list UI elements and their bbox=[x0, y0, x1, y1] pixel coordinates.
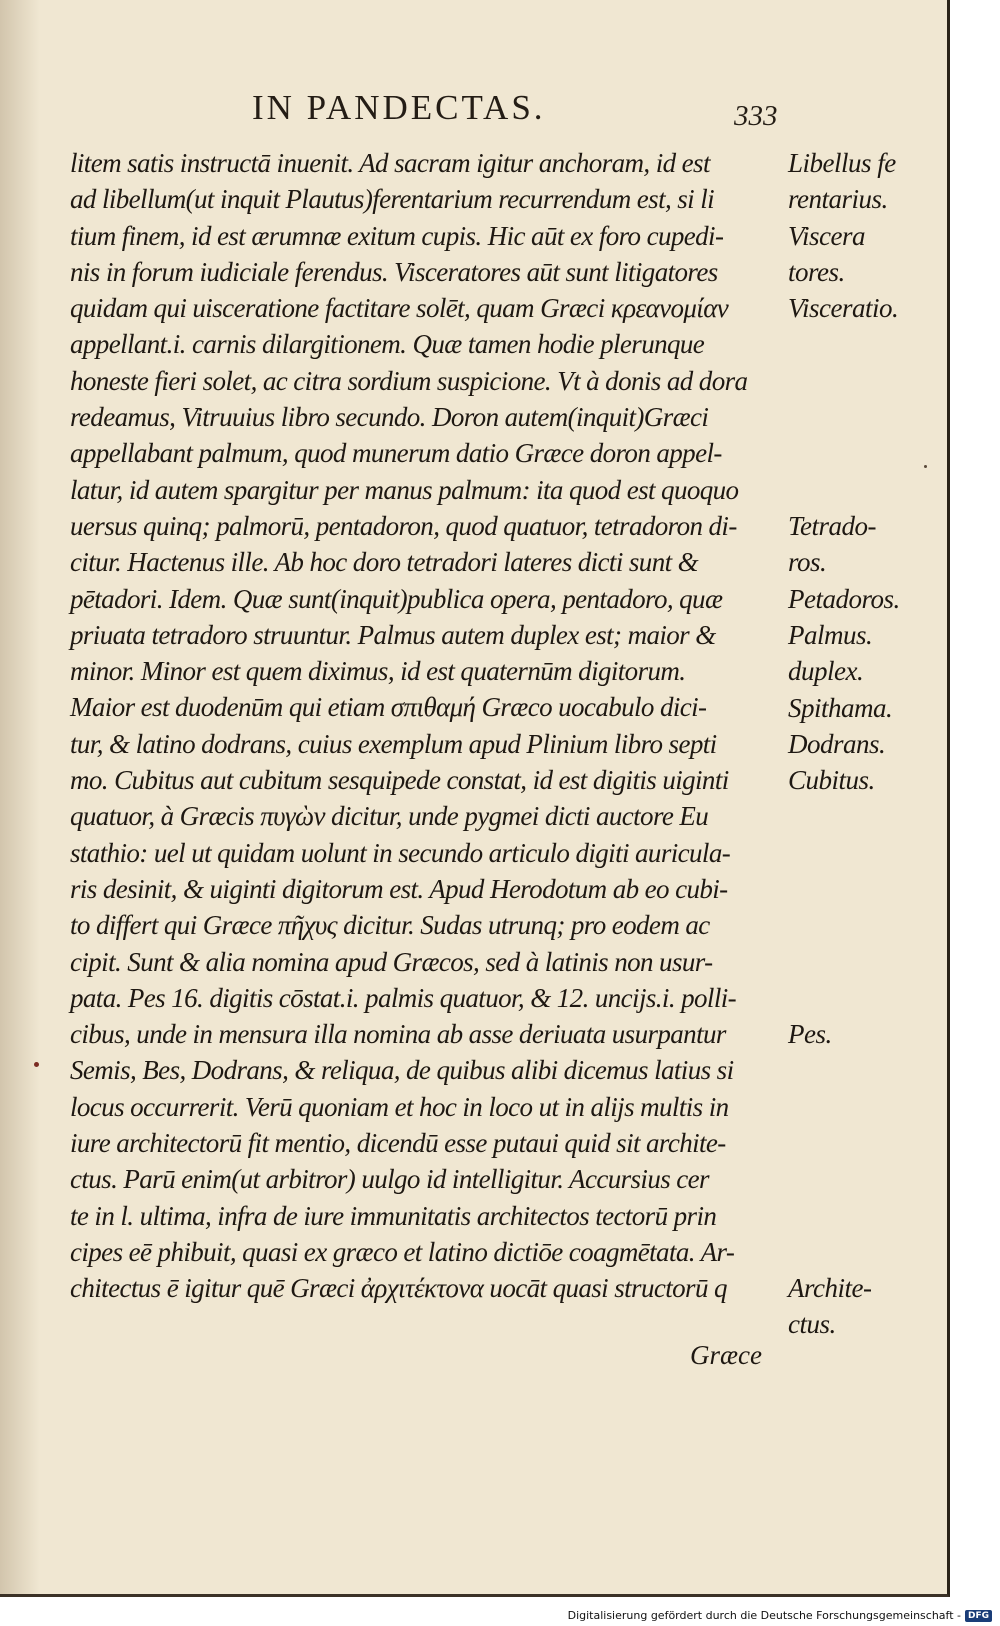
text-line: redeamus, Vitruuius libro secundo. Doron autem(inquit)Græci bbox=[70, 402, 709, 433]
marginal-note: Petadoros. bbox=[788, 584, 900, 614]
text-line: latur, id autem spargitur per manus palmum: ita quod est quoquo bbox=[70, 474, 739, 505]
text-line: priuata tetradoro struuntur. Palmus autem duplex est; maior & bbox=[70, 619, 716, 650]
text-line: honeste fieri solet, ac citra sordium suspicione. Vt à donis ad dora bbox=[70, 365, 748, 396]
text-line: nis in forum iudiciale ferendus. Visceratores aūt sunt litigatores bbox=[70, 256, 718, 287]
marginal-note: duplex. bbox=[788, 656, 864, 686]
text-line: Semis, Bes, Dodrans, & reliqua, de quibus alibi dicemus latius si bbox=[70, 1055, 734, 1086]
text-line: pētadori. Idem. Quæ sunt(inquit)publica opera, pentadoro, quæ bbox=[70, 583, 723, 614]
catchword: Græce bbox=[690, 1340, 762, 1370]
text-line: citur. Hactenus ille. Ab hoc doro tetradori lateres dicti sunt & bbox=[70, 547, 699, 578]
text-line: mo. Cubitus aut cubitum sesquipede constat, id est digitis uiginti bbox=[70, 765, 729, 796]
marginal-note: Archite- bbox=[788, 1273, 872, 1303]
dfg-logo-icon: DFG bbox=[965, 1610, 992, 1622]
marginal-note: ctus. bbox=[788, 1309, 836, 1339]
marginal-note: Pes. bbox=[788, 1019, 832, 1049]
text-line: appellant.i. carnis dilargitionem. Quæ tamen hodie plerunque bbox=[70, 329, 705, 360]
text-line: minor. Minor est quem diximus, id est quaternūm digitorum. bbox=[70, 656, 686, 687]
text-line: to differt qui Græce πῆχυς dicitur. Sudas utrunq; pro eodem ac bbox=[70, 910, 710, 941]
marginal-note: tores. bbox=[788, 257, 845, 287]
text-line: ris desinit, & uiginti digitorum est. Apud Herodotum ab eo cubi- bbox=[70, 873, 728, 904]
marginal-note: Spithama. bbox=[788, 693, 893, 723]
text-line: uersus quinq; palmorū, pentadoron, quod quatuor, tetradoron di- bbox=[70, 510, 737, 541]
ink-fleck bbox=[34, 1062, 39, 1067]
marginal-note: Dodrans. bbox=[788, 729, 886, 759]
text-line: Maior est duodenūm qui etiam σπιθαμή Græco uocabulo dici- bbox=[70, 692, 707, 723]
marginal-note: Libellus fe bbox=[788, 148, 896, 178]
text-line: litem satis instructā inuenit. Ad sacram igitur anchoram, id est bbox=[70, 148, 710, 178]
text-line: pata. Pes 16. digitis cōstat.i. palmis quatuor, & 12. uncijs.i. polli- bbox=[70, 982, 737, 1013]
text-line: ad libellum(ut inquit Plautus)ferentarium recurrendum est, si li bbox=[70, 184, 715, 215]
digitization-footer bbox=[568, 1609, 992, 1622]
marginal-note: rentarius. bbox=[788, 184, 888, 214]
ink-fleck bbox=[924, 465, 927, 468]
marginal-note: Cubitus. bbox=[788, 765, 875, 795]
text-line: appellabant palmum, quod munerum datio Græce doron appel- bbox=[70, 438, 722, 469]
text-line: te in l. ultima, infra de iure immunitatis architectos tectorū prin bbox=[70, 1200, 717, 1231]
text-line: tur, & latino dodrans, cuius exemplum apud Plinium libro septi bbox=[70, 728, 717, 759]
text-line: locus occurrerit. Verū quoniam et hoc in loco ut in alijs multis in bbox=[70, 1091, 729, 1122]
marginal-note: Viscera bbox=[788, 221, 865, 251]
footer-text: Digitalisierung gefördert durch die Deutsche Forschungsgemeinschaft - bbox=[567, 1609, 961, 1622]
marginal-note: Palmus. bbox=[788, 620, 873, 650]
text-line: ctus. Parū enim(ut arbitror) uulgo id intelligitur. Accursius cer bbox=[70, 1164, 709, 1195]
text-line: cibus, unde in mensura illa nomina ab asse deriuata usurpantur bbox=[70, 1019, 726, 1050]
page-number: 333 bbox=[734, 100, 778, 132]
marginal-note: Tetrado- bbox=[788, 511, 877, 541]
text-line: quidam qui uisceratione factitare solēt, quam Græci κρεανομίαν bbox=[70, 293, 729, 324]
body-text bbox=[70, 145, 780, 1307]
page-gutter-shadow bbox=[0, 0, 40, 1594]
marginal-note: Visceratio. bbox=[788, 293, 899, 323]
text-line: cipit. Sunt & alia nomina apud Græcos, sed à latinis non usur- bbox=[70, 946, 713, 977]
text-line: tium finem, id est ærumnæ exitum cupis. Hic aūt ex foro cupedi- bbox=[70, 220, 724, 251]
text-line: stathio: uel ut quidam uolunt in secundo articulo digiti auricula- bbox=[70, 837, 731, 868]
text-line: quatuor, à Græcis πυγὼν dicitur, unde pygmei dicti auctore Eu bbox=[70, 801, 709, 832]
text-line: chitectus ē igitur quē Græci ἀρχιτέκτονα uocāt quasi structorū q bbox=[70, 1273, 727, 1304]
text-line: cipes eē phibuit, quasi ex græco et latino dictiōe coagmētata. Ar- bbox=[70, 1236, 735, 1267]
running-head: IN PANDECTAS. bbox=[252, 88, 546, 127]
text-line: iure architectorū fit mentio, dicendū esse putaui quid sit archite- bbox=[70, 1128, 726, 1159]
marginal-note: ros. bbox=[788, 547, 827, 577]
